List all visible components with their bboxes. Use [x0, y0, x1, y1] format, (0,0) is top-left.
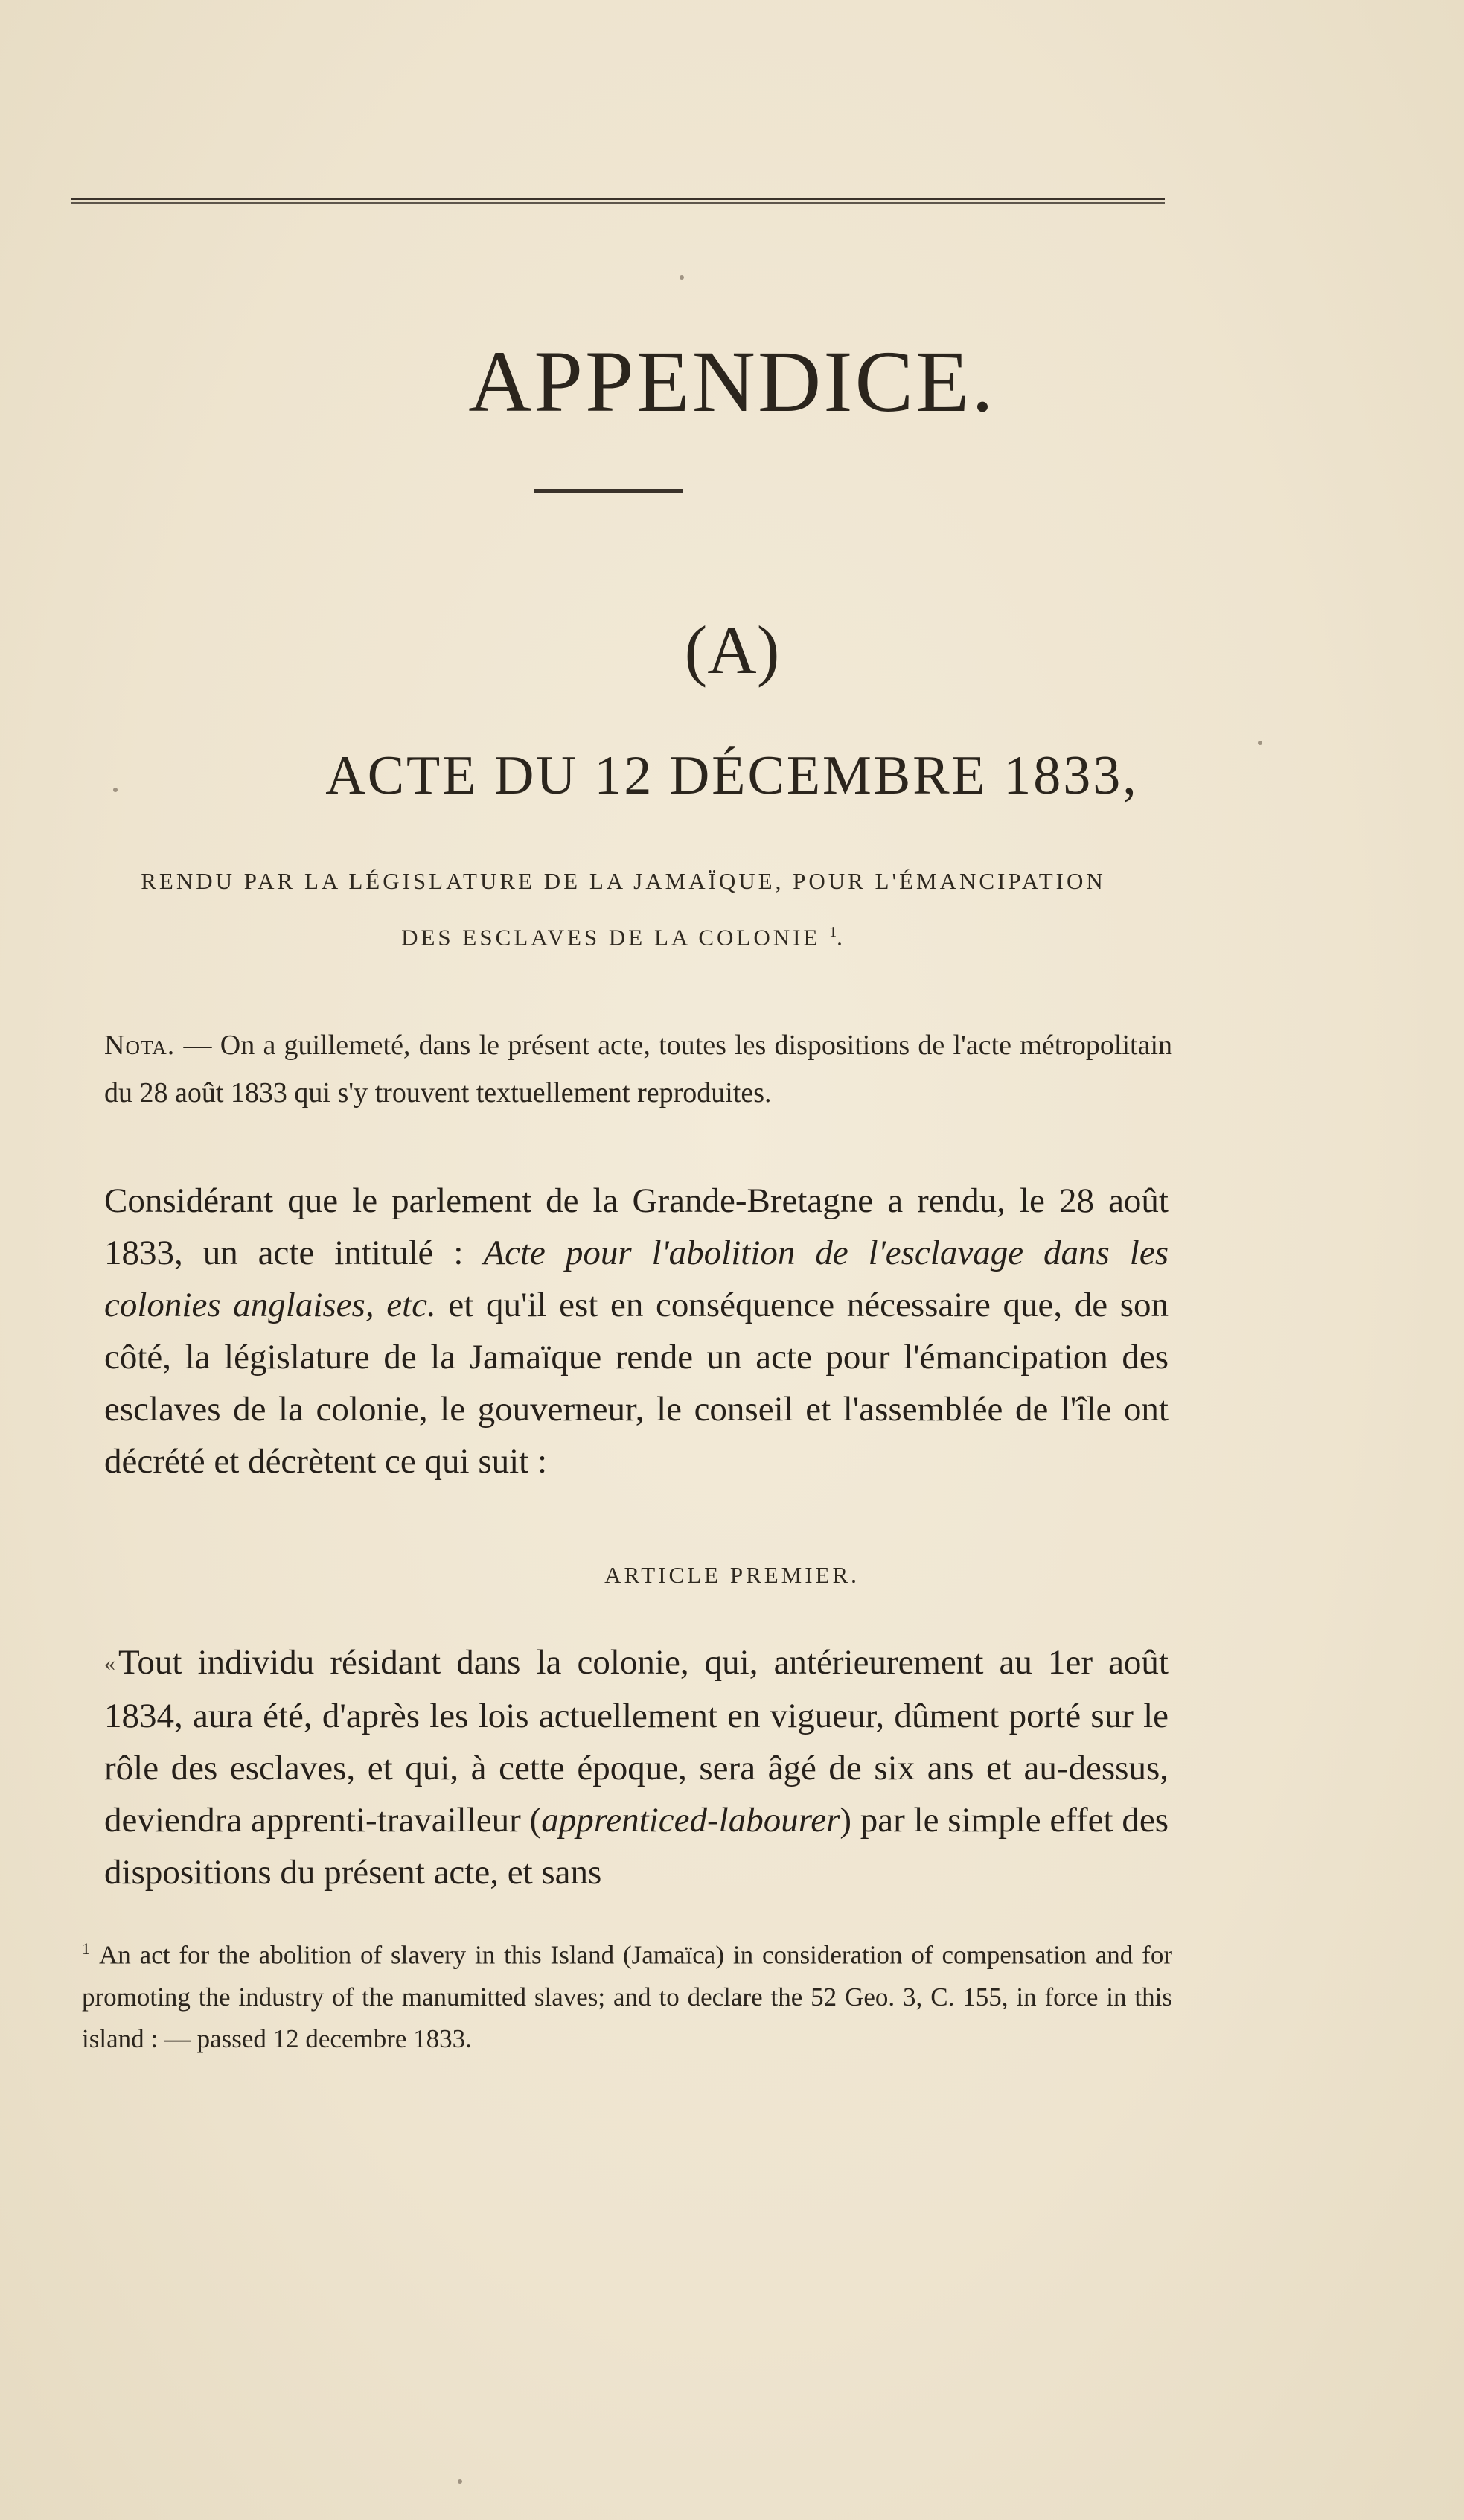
article-heading: ARTICLE PREMIER. — [604, 1562, 860, 1588]
opening-quote-mark: « — [104, 1651, 115, 1676]
footnote-text: An act for the abolition of slavery in this Island (Jamaïca) in consideration of compensation and for promoting the industry of the manumitted slaves; and to declare the 52 Geo. 3, C. 155, in force in this island : — passed 12 decembre 1833. — [82, 1940, 1172, 2053]
nota-label: Nota. — [104, 1030, 176, 1061]
subtitle-line-2: DES ESCLAVES DE LA COLONIE $^1$. — [401, 924, 846, 951]
top-double-rule — [71, 198, 1165, 205]
preamble-text-2: et qu'il est en conséquence nécessaire que, de son côté, la législature de la Jamaïque rende un acte pour l'émancipation des esclaves de la colonie, le gouverneur, le conseil et l'assemblée de l'île ont décrété et décrètent ce qui suit : — [104, 1286, 1169, 1481]
nota-text: — On a guillemeté, dans le présent acte, toutes les dispositions de l'acte métropolitain du 28 août 1833 qui s'y trouvent textuellement reproduites. — [104, 1030, 1173, 1109]
subtitle-line-2-text: DES ESCLAVES DE LA COLONIE — [401, 924, 821, 951]
article-1-paragraph — [104, 1636, 1169, 1898]
page-title: APPENDICE. — [468, 333, 996, 430]
title-underline-rule — [534, 489, 683, 493]
subtitle-line-1: RENDU PAR LA LÉGISLATURE DE LA JAMAÏQUE, POUR L'ÉMANCIPATION — [141, 868, 1106, 894]
article-1-text-1: Tout individu résidant dans la colonie, qui, antérieurement au 1er août 1834, aura été, d'après les lois actuellement en vigueur, dûment porté sur le rôle des esclaves, et qui, à cette époque, sera âgé de six ans et au-dessus, deviendra apprenti-travailleur ( — [104, 1643, 1169, 1840]
paper-speck — [113, 788, 118, 792]
act-subtitle — [67, 856, 1180, 963]
act-title: ACTE DU 12 DÉCEMBRE 1833, — [325, 745, 1139, 806]
article-1-text-2: ) par le simple effet des dispositions du présent acte, et sans — [104, 1801, 1169, 1892]
section-letter: (A) — [684, 612, 780, 688]
paper-speck — [1258, 741, 1262, 745]
footnote-marker: 1 — [82, 1939, 90, 1958]
paper-speck — [458, 2479, 462, 2484]
preamble-paragraph — [104, 1175, 1169, 1487]
nota-paragraph — [104, 1021, 1172, 1117]
footnote-reference: 1 — [829, 924, 837, 940]
paper-speck — [680, 275, 684, 280]
article-1-italic-term: apprenticed-labourer — [541, 1801, 840, 1840]
preamble-act-name: Acte pour l'abolition de l'esclavage dans les colonies anglaises, etc. — [104, 1234, 1169, 1324]
preamble-text-1: Considérant que le parlement de la Grande-Bretagne a rendu, le 28 août 1833, un acte intitulé : — [104, 1181, 1169, 1272]
footnote — [82, 1928, 1172, 2060]
